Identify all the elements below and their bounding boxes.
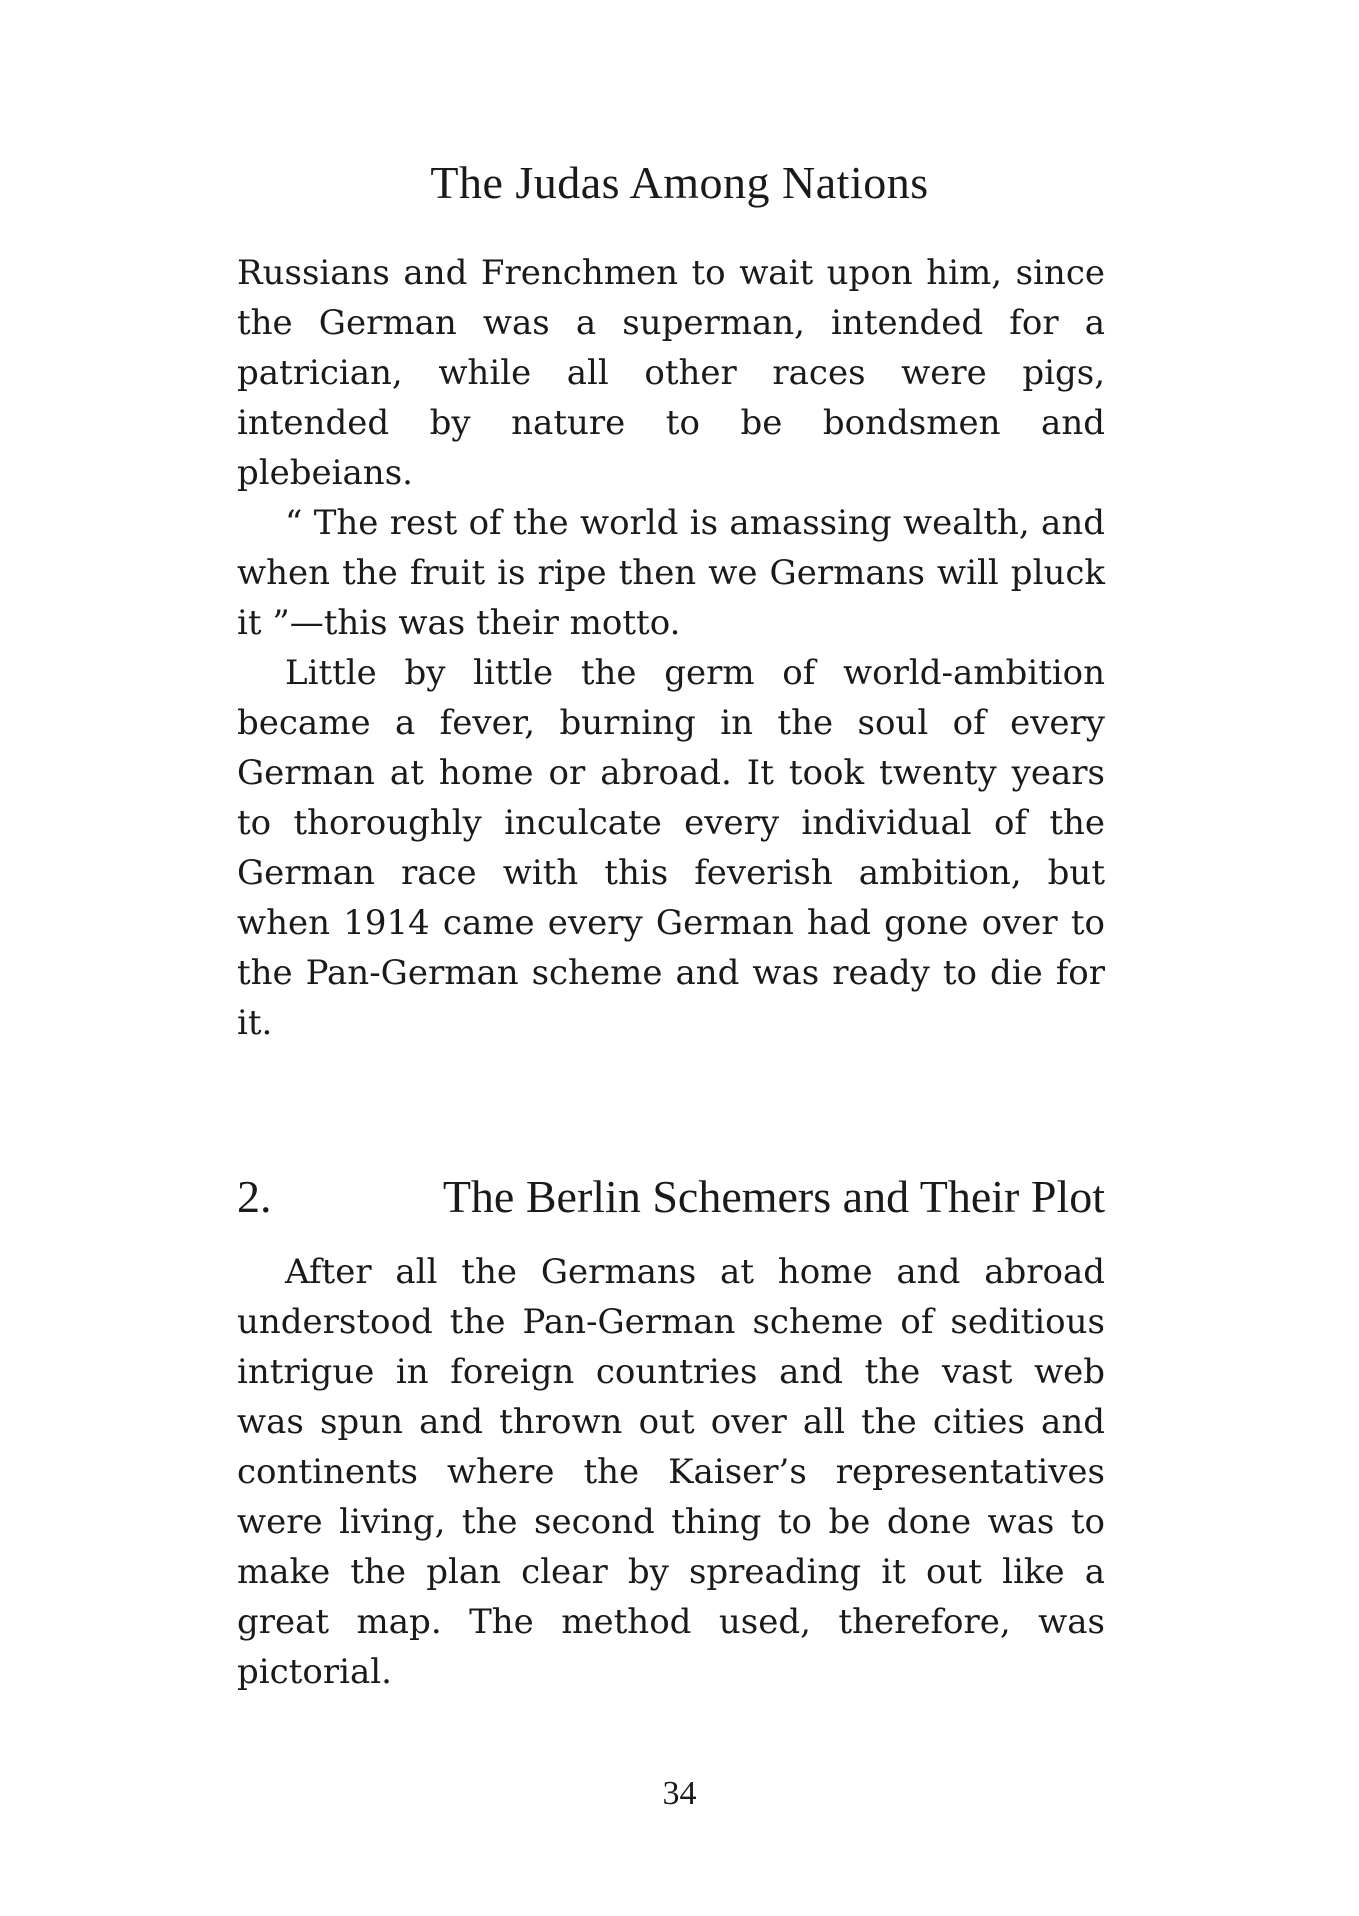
page-number: 34 — [662, 1775, 697, 1812]
running-head: The Judas Among Nations — [430, 157, 929, 208]
section-number: 2. — [237, 1171, 272, 1222]
body-text-top — [237, 248, 1105, 1048]
section-title: The Berlin Schemers and Their Plot — [442, 1171, 1105, 1222]
body-text-section — [237, 1247, 1105, 1697]
section-heading — [237, 1170, 1105, 1223]
paragraph-2: “ The rest of the world is amassing wealth, and when the fruit is ripe then we Germans will pluck it ”—this was their motto. — [237, 503, 1105, 643]
paragraph-1: Russians and Frenchmen to wait upon him, since the German was a superman, intended for a patrician, while all other races were pigs, intended by nature to be bondsmen and plebeians. — [237, 253, 1105, 493]
paragraph-4: After all the Germans at home and abroad understood the Pan-German scheme of seditious intrigue in foreign countries and the vast web was spun and thrown out over all the cities and continents where the Kaiser’s representatives were living, the second thing to be done was to make the plan clear by spreading it out like a great map. The method used, therefore, was pictorial. — [237, 1252, 1105, 1692]
paragraph-3: Little by little the germ of world-ambition became a fever, burning in the soul of every German at home or abroad. It took twenty years to thoroughly inculcate every individual of the German race with this feverish ambition, but when 1914 came every German had gone over to the Pan-German scheme and was ready to die for it. — [237, 653, 1105, 1043]
